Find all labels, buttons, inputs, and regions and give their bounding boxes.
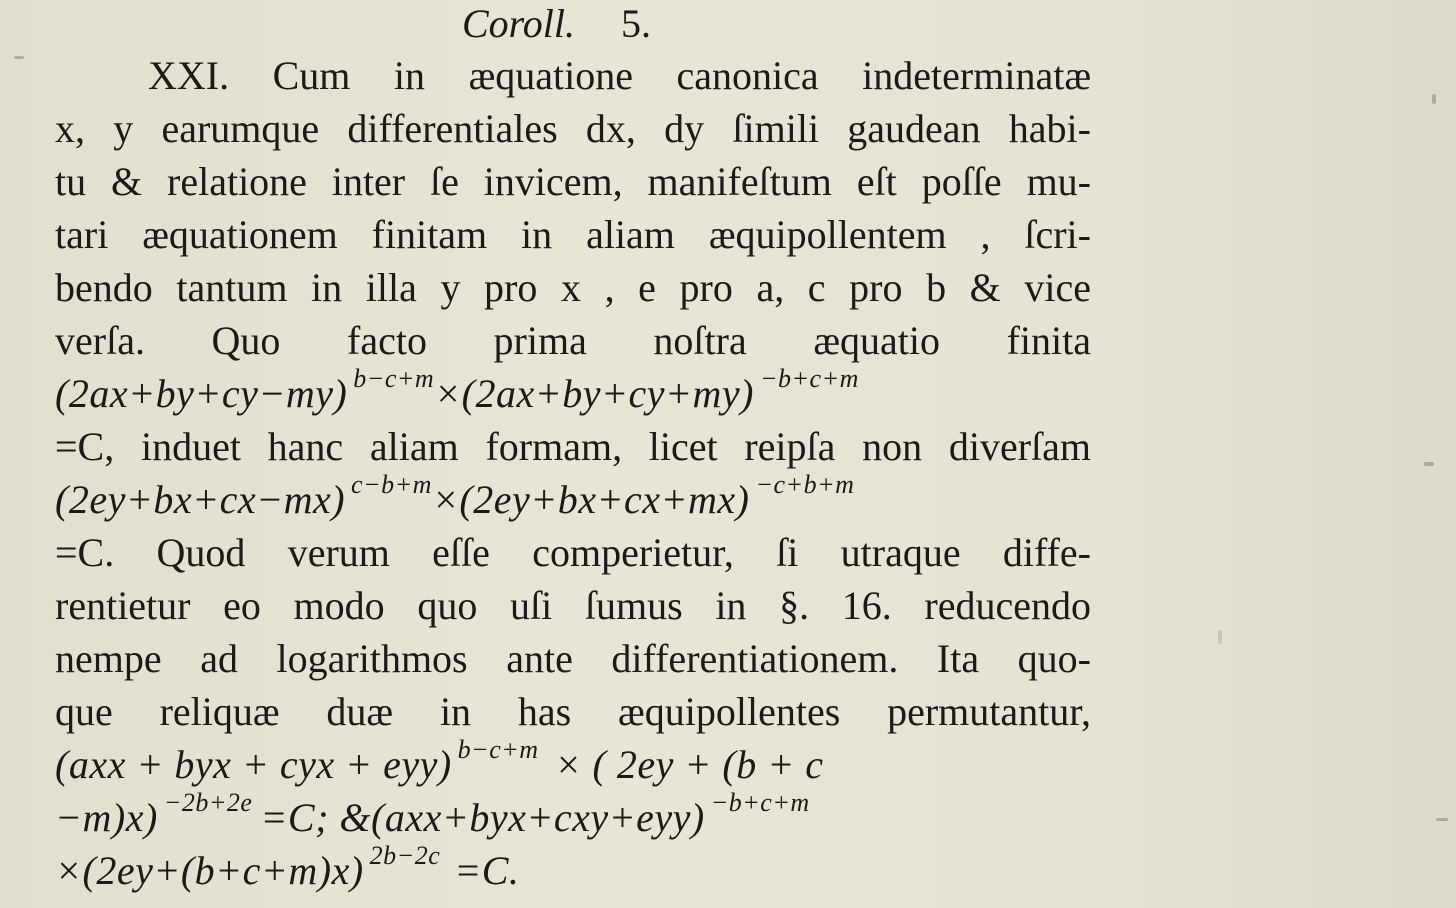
- equation-exponent: −b+c+m: [759, 364, 859, 393]
- equation-term: (2ax+by+cy−my): [55, 371, 348, 416]
- corollary-number: 5.: [621, 1, 651, 46]
- paper-speck: [1424, 462, 1434, 466]
- equation-line-4: [55, 788, 1091, 844]
- equation-term: × ( 2ey + (b + c: [554, 742, 824, 787]
- equation-line-5: [55, 841, 1091, 897]
- equation-term: (axx + byx + cyx + eyy): [55, 742, 452, 787]
- equation-line-2: [55, 470, 1091, 526]
- text-line: verſa. Quo facto prima noſtra æquatio finita: [55, 318, 1091, 363]
- paper-speck: [1436, 818, 1448, 821]
- equation-term: ×(2ey+(b+c+m)x): [55, 848, 364, 893]
- equation-term: −m)x): [55, 795, 158, 840]
- equation-exponent: −2b+2e: [163, 788, 253, 817]
- paper-speck: [1432, 94, 1436, 104]
- text-line: tari æquationem finitam in aliam æquipollentem , ſcri-: [55, 212, 1091, 257]
- text-line: bendo tantum in illa y pro x , e pro a, c pro b & vice: [55, 265, 1091, 310]
- equation-term: =C; &(axx+byx+cxy+eyy): [260, 795, 705, 840]
- equation-exponent: b−c+m: [353, 364, 435, 393]
- text-line: nempe ad logarithmos ante differentiationem. Ita quo-: [55, 636, 1091, 681]
- corollary-label: Coroll.: [462, 1, 575, 46]
- equation-line-3: [55, 735, 1091, 791]
- text-line: x, y earumque differentiales dx, dy ſimili gaudean habi-: [55, 106, 1091, 151]
- equation-term: ×(2ey+bx+cx+mx): [431, 477, 750, 522]
- text-line: rentietur eo modo quo uſi ſumus in §. 16. reducendo: [55, 583, 1091, 628]
- equation-term: (2ey+bx+cx−mx): [55, 477, 346, 522]
- corollary-heading: [462, 0, 651, 52]
- equation-exponent: −c+b+m: [755, 470, 855, 499]
- text-line: =C, induet hanc aliam formam, licet reipſa non diverſam: [55, 424, 1091, 469]
- paper-speck: [1218, 630, 1222, 644]
- text-line: =C. Quod verum eſſe comperietur, ſi utraque diffe-: [55, 530, 1091, 575]
- equation-term: ×(2ax+by+cy+my): [434, 371, 754, 416]
- text-line: que reliquæ duæ in has æquipollentes permutantur,: [55, 689, 1091, 734]
- equation-exponent: b−c+m: [457, 735, 539, 764]
- equation-exponent: −b+c+m: [710, 788, 810, 817]
- equation-exponent: c−b+m: [351, 470, 432, 499]
- paper-speck: [14, 56, 24, 59]
- equation-term: =C.: [454, 848, 520, 893]
- equation-line-1: [55, 364, 1091, 420]
- text-line: XXI. Cum in æquatione canonica indeterminatæ: [148, 53, 1091, 98]
- text-line: tu & relatione inter ſe invicem, manifeſtum eſt poſſe mu-: [55, 159, 1091, 204]
- equation-exponent: 2b−2c: [369, 841, 441, 870]
